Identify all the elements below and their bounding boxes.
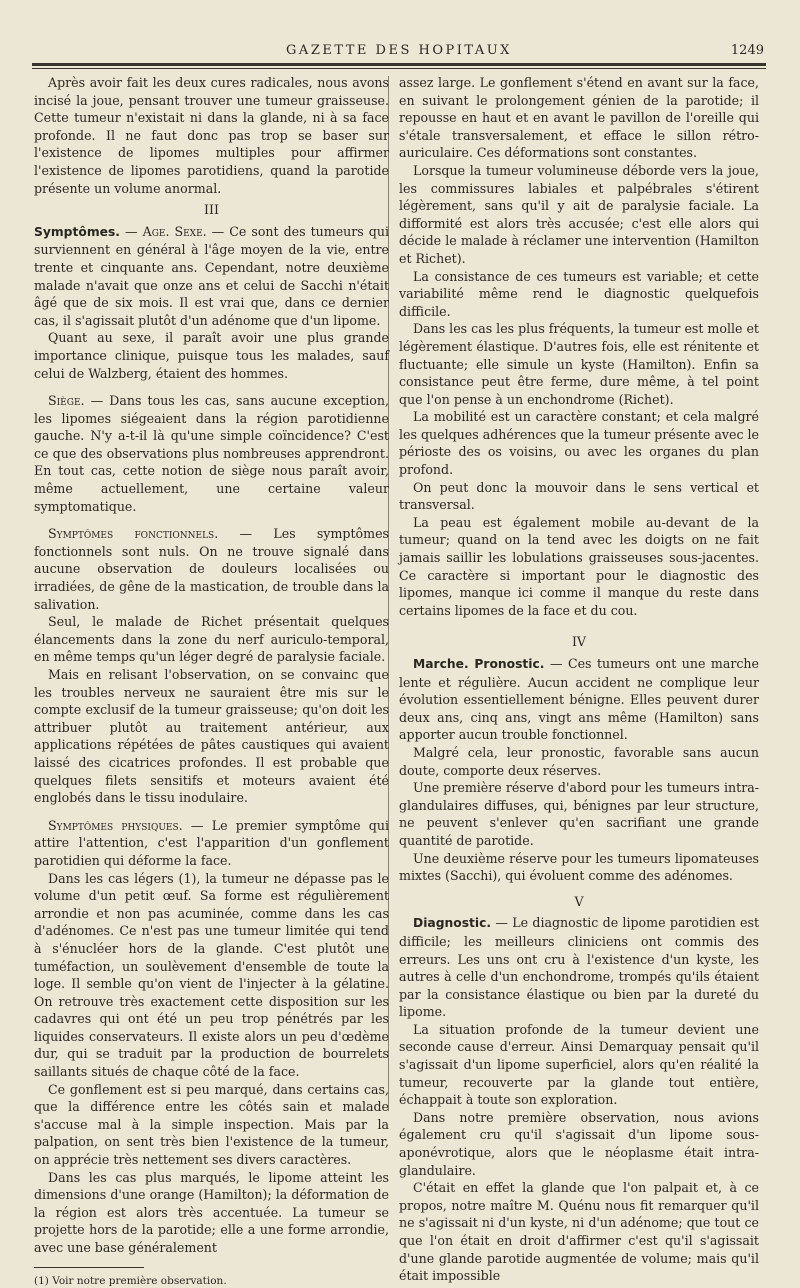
paragraph: Quant au sexe, il paraît avoir une plus grande importance clinique, puisque tous les malades, sauf celui de Walzberg, étaient des hommes. xyxy=(34,330,389,381)
section-heading: Marche. Pronostic. xyxy=(413,657,545,671)
paragraph: C'était en effet la glande que l'on palpait et, à ce propos, notre maître M. Quénu nous fit remarquer qu'il ne s'agissait ni d'un kyste, ni d'un adénome; que tout ce que l'on était en droit d'affirmer c'est qu'il s'agissait d'une glande parotide augmentée de volume; mais qu'il était impossible xyxy=(399,1180,759,1284)
subheading: Symptômes physiques. xyxy=(48,817,183,833)
page-number: 1249 xyxy=(730,43,764,58)
paragraph: La situation profonde de la tumeur devient une seconde cause d'erreur. Ainsi Demarquay pensait qu'il s'agissait d'un lipome superficiel, alors qu'en réalité la tumeur, recouverte par la glande tout entière, échappait à toute son exploration. xyxy=(399,1021,759,1108)
header-rule-thick xyxy=(32,63,766,66)
paragraph: La peau est également mobile au-devant de la tumeur; quand on la tend avec les doigts on ne fait jamais saillir les lobulations graisseuses sous-jacentes. Ce caractère si important pour le diagnostic des lipomes, manque ici comme il manque du reste dans certains lipomes de la face et du cou. xyxy=(399,514,759,618)
paragraph: Dans notre première observation, nous avions également cru qu'il s'agissait d'un lipome sous-aponévrotique, alors que le néoplasme était intra-glandulaire. xyxy=(399,1109,759,1178)
running-header xyxy=(34,38,764,62)
section-number: V xyxy=(574,893,584,909)
paragraph: Dans les cas les plus fréquents, la tumeur est molle et légèrement élastique. D'autres fois, elle est rénitente et fluctuante; elle simule un kyste (Hamilton). Enfin sa consistance peut être ferme, dure même, à tel point que l'on pense à un enchondrome (Richet). xyxy=(399,321,759,407)
journal-title: GAZETTE DES HOPITAUX xyxy=(286,43,512,58)
section-number: IV xyxy=(571,634,587,650)
footnote: (1) Voir notre première observation. xyxy=(34,1274,227,1287)
paragraph: assez large. Le gonflement s'étend en avant sur la face, en suivant le prolongement génien de la parotide; il repousse en haut et en avant le pavillon de l'oreille qui s'étale transversalement, et efface le sillon rétro-auriculaire. Ces déformations sont constantes. xyxy=(399,75,759,161)
paragraph: Mais en relisant l'observation, on se convainc que les troubles nerveux ne sauraient être mis sur le compte exclusif de la tumeur graisseuse; qu'on doit les attribuer plutôt au traitement antérieur, aux applications répétées de pâtes caustiques qui avaient laissé des cicatrices profondes. Il est probable que quelques filets sensitifs et moteurs avaient été englobés dans le tissu inodulaire. xyxy=(34,667,389,806)
paragraph-symptomes-fonctionnels: Symptômes fonctionnels. — Les symptômes fonctionnels sont nuls. On ne trouve signalé dans aucune observation de douleurs localisées ou irradiées, de gêne de la mastication, de trouble dans la salivation. xyxy=(34,526,389,612)
subheading: Siège. xyxy=(48,393,85,409)
footnote-rule xyxy=(34,1267,144,1268)
paragraph: Après avoir fait les deux cures radicales, nous avons incisé la joue, pensant trouver une tumeur graisseuse. Cette tumeur n'existait ni dans la glande, ni à sa face profonde. Il ne faut donc pas trop se baser sur l'existence de lipomes multiples pour affirmer l'existence de lipomes parotidiens, quand la parotide présente un volume anormal. xyxy=(34,75,389,196)
paragraph-symptomes: Symptômes. — Age. Sexe. — Ce sont des tumeurs qui surviennent en général à l'âge moyen de la vie, entre trente et cinquante ans. Cependant, notre deuxième malade n'avait que onze ans et celui de Sacchi n'était âgé que de six mois. Il est vrai que, dans ce dernier cas, il s'agissait plutôt d'un adénome que d'un lipome. xyxy=(34,223,389,328)
section-number: III xyxy=(204,202,219,218)
paragraph: Ce gonflement est si peu marqué, dans certains cas, que la différence entre les côtés sain et malade s'accuse mal à la simple inspection. Mais par la palpation, on sent très bien l'existence de la tumeur, on apprécie très nettement ses divers caractères. xyxy=(34,1081,389,1168)
paragraph: La mobilité est un caractère constant; et cela malgré les quelques adhérences que la tumeur présente avec le périoste des os voisins, ou avec les organes du plan profond. xyxy=(399,409,759,478)
paragraph-symptomes-physiques: Symptômes physiques. — Le premier symptôme qui attire l'attention, c'est l'apparition d'un gonflement parotidien qui déforme la face. xyxy=(34,817,389,868)
paragraph: Seul, le malade de Richet présentait quelques élancements dans la zone du nerf auriculo-temporal, en même temps qu'un léger degré de paralysie faciale. xyxy=(34,614,389,665)
paragraph-marche: Marche. Pronostic. — Ces tumeurs ont une marche lente et régulière. Aucun accident ne complique leur évolution essentiellement bénigne. Elles peuvent durer deux ans, cinq ans, vingt ans même (Hamilton) sans apporter aucun trouble fonctionnel. xyxy=(399,656,759,743)
paragraph: Dans les cas légers (1), la tumeur ne dépasse pas le volume d'un petit œuf. Sa forme est régulièrement arrondie et non pas acuminée, comme dans les cas d'adénomes. Ce n'est pas une tumeur limitée qui tend à s'énucléer hors de la glande. C'est plutôt une tuméfaction, un soulèvement d'ensemble de toute la loge. Il semble qu'on vient de l'injecter à la gélatine. On retrouve très exactement cette disposition sur les cadavres qui ont été un peu trop pénétrés par les liquides conservateurs. Il existe alors un peu d'œdème dur, qui se traduit par la production de bourrelets saillants situés de chaque côté de la face. xyxy=(34,870,389,1080)
paragraph: Lorsque la tumeur volumineuse déborde vers la joue, les commissures labiales et palpébrales s'étirent légèrement, sans qu'il y ait de paralysie faciale. La difformité est alors très accusée; c'est elle alors qui décide le malade à réclamer une intervention (Hamilton et Richet). xyxy=(399,162,759,266)
paragraph: Dans les cas plus marqués, le lipome atteint les dimensions d'une orange (Hamilton); la déformation de la région est alors très accentuée. La tumeur se projette hors de la parotide; elle a une forme arrondie, avec une base généralement xyxy=(34,1169,389,1255)
paragraph: On peut donc la mouvoir dans le sens vertical et transversal. xyxy=(399,479,759,513)
paragraph-siege: Siège. — Dans tous les cas, sans aucune exception, les lipomes siégeaient dans la région parotidienne gauche. N'y a-t-il là qu'une simple coïncidence? C'est ce que des observations plus nombreuses apprendront. En tout cas, cette notion de siège nous paraît avoir, même actuellement, une certaine valeur symptomatique. xyxy=(34,393,389,514)
right-column xyxy=(399,74,759,1285)
paragraph: La consistance de ces tumeurs est variable; et cette variabilité même rend le diagnostic quelquefois difficile. xyxy=(399,268,759,319)
paragraph: Malgré cela, leur pronostic, favorable sans aucun doute, comporte deux réserves. xyxy=(399,744,759,778)
section-heading: Symptômes. xyxy=(34,224,120,239)
paragraph-diagnostic: Diagnostic. — Le diagnostic de lipome parotidien est difficile; les meilleurs cliniciens ont commis des erreurs. Les uns ont cru à l'existence d'un kyste, les autres à celle d'un enchondrome, trompés qu'ils étaient par la consistance élastique ou bien par la dureté du lipome. xyxy=(399,915,759,1020)
left-column xyxy=(34,74,389,1288)
header-rule-thin xyxy=(32,68,766,69)
subheading: Symptômes fonctionnels. xyxy=(48,526,219,542)
paragraph: Une deuxième réserve pour les tumeurs lipomateuses mixtes (Sacchi), qui évoluent comme des adénomes. xyxy=(399,850,759,884)
paragraph: Une première réserve d'abord pour les tumeurs intra-glandulaires diffuses, qui, bénignes par leur structure, ne peuvent s'enlever qu'en sacrifiant une grande quantité de parotide. xyxy=(399,780,759,848)
section-heading: Diagnostic. xyxy=(413,916,492,931)
subheading: Age. Sexe. xyxy=(142,223,207,239)
